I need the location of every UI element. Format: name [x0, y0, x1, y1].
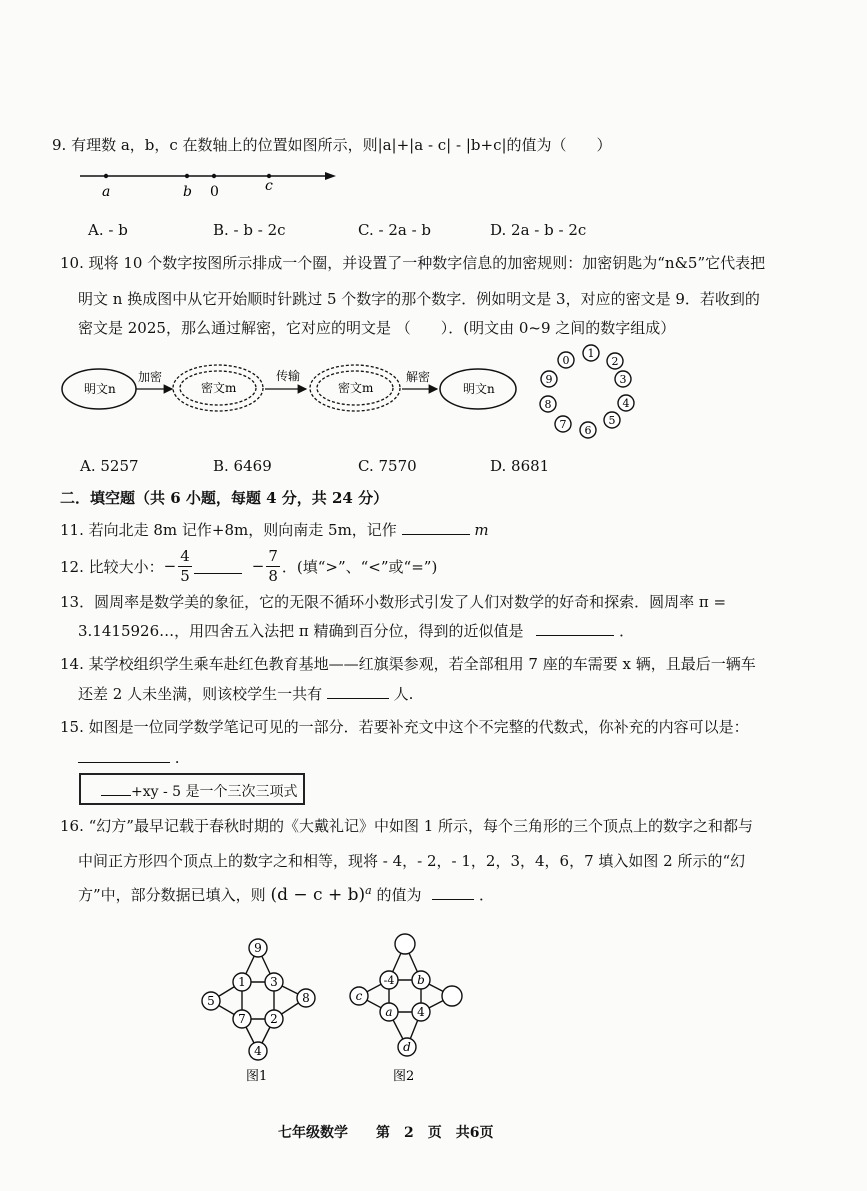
flow-transmit: 传输 [276, 369, 301, 383]
q15-note-box [79, 773, 305, 805]
fig1-node-br: 2 [270, 1012, 278, 1026]
digit-circle-diagram [533, 340, 648, 445]
fig2-node-tr: b [417, 973, 425, 987]
q16-answer-blank[interactable] [432, 885, 474, 900]
fig2-node-tl: -4 [383, 974, 395, 987]
fig1-node-tl: 1 [238, 975, 246, 989]
q10-line2: 明文 n 换成图中从它开始顺时针跳过 5 个数字的那个数字．例如明文是 3，对应的密文是 9．若收到的 [78, 290, 760, 308]
q11-unit: m [474, 521, 489, 539]
digit-5: 5 [608, 414, 616, 427]
q11-text: 11. 若向北走 8m 记作+8m，则向南走 5m，记作 [60, 521, 397, 539]
magic-figure-2 [345, 928, 475, 1088]
q10-line1: 10. 现将 10 个数字按图所示排成一个圈，并设置了一种数字信息的加密规则：加密钥匙为“n&5”它代表把 [60, 254, 766, 272]
q15-line1: 15. 如图是一位同学数学笔记可见的一部分．若要补充文中这个不完整的代数式，你补充的内容可以是： [60, 718, 749, 736]
q16-expression: (d − c + b) [270, 885, 366, 905]
q9-option-a: A. - b [88, 221, 128, 239]
fig1-node-bottom: 4 [254, 1044, 262, 1058]
number-line [78, 166, 340, 202]
fig2-node-left: c [355, 989, 363, 1003]
q10-option-a: A. 5257 [80, 457, 139, 475]
q9-option-b: B. - b - 2c [213, 221, 286, 239]
q14-line2: 还差 2 人未坐满，则该校学生一共有 人. [78, 685, 414, 703]
digit-4: 4 [622, 397, 630, 410]
q9-option-d: D. 2a - b - 2c [490, 221, 587, 239]
fig2-node-bottom: d [403, 1040, 411, 1054]
q15-box-blank [101, 783, 131, 796]
q16-line3: 方”中，部分数据已填入，则 $(d - c + b)^a$ 的值为 ． [78, 884, 495, 905]
axis-label-c: c [265, 178, 273, 194]
page-footer: 七年级数学 第 2 页 共6页 [278, 1125, 494, 1141]
fig1-caption: 图1 [246, 1069, 268, 1084]
q10-option-d: D. 8681 [490, 457, 550, 475]
q14-answer-blank[interactable] [327, 684, 389, 699]
q16-line1: 16. “幻方”最早记载于春秋时期的《大戴礼记》中如图 1 所示，每个三角形的三个顶点上的数字之和都与 [60, 817, 754, 835]
digit-3: 3 [619, 373, 627, 386]
digit-0: 0 [562, 354, 570, 367]
q11 [60, 519, 489, 540]
axis-label-b: b [183, 184, 192, 200]
fig1-node-right: 8 [302, 991, 310, 1005]
q15-answer-blank[interactable] [78, 748, 170, 763]
digit-1: 1 [587, 347, 595, 360]
fig1-node-top: 9 [254, 941, 262, 955]
digit-2: 2 [611, 355, 619, 368]
digit-8: 8 [544, 398, 552, 411]
q13-line2: 3.1415926…，用四舍五入法把 π 精确到百分位，得到的近似值是 ． [78, 622, 635, 640]
q15-box-text: +xy - 5 是一个三次三项式 [131, 784, 298, 800]
digit-6: 6 [584, 424, 592, 437]
q12-hint: ．(填“>”、“<”或“=”) [281, 557, 438, 576]
flow-plain1: 明文n [84, 382, 116, 396]
q16-exponent: a [365, 884, 372, 897]
q12-answer-blank[interactable] [194, 559, 242, 574]
q10-option-c: C. 7570 [358, 457, 417, 475]
q13-line1: 13．圆周率是数学美的象征，它的无限不循环小数形式引发了人们对数学的好奇和探索．圆周率 π = [60, 593, 727, 611]
flow-cipher1: 密文m [201, 381, 237, 395]
flow-cipher2: 密文m [338, 381, 374, 395]
q9-stem: 9. 有理数 a，b，c 在数轴上的位置如图所示，则|a|+|a - c| - |b+c|的值为（ ） [52, 136, 612, 154]
magic-figure-1 [196, 932, 326, 1087]
fig2-node-bl: a [385, 1005, 393, 1019]
digit-9: 9 [545, 373, 553, 386]
fig1-node-bl: 7 [238, 1012, 246, 1026]
fig1-node-tr: 3 [270, 975, 278, 989]
q12-frac1-sign: − [163, 557, 177, 575]
q10-option-b: B. 6469 [213, 457, 272, 475]
q16-line2: 中间正方形四个顶点上的数字之和相等，现将 - 4，- 2，- 1，2，3，4，6，7 填入如图 2 所示的“幻 [78, 852, 746, 870]
q9-option-c: C. - 2a - b [358, 221, 432, 239]
axis-label-a: a [102, 184, 111, 200]
flow-decrypt: 解密 [406, 370, 431, 384]
q12-frac2-sign: − [251, 557, 265, 575]
digit-7: 7 [559, 418, 567, 431]
q13-answer-blank[interactable] [536, 621, 614, 636]
q14-line1: 14. 某学校组织学生乘车赴红色教育基地——红旗渠参观，若全部租用 7 座的车需要 x 辆，且最后一辆车 [60, 655, 756, 673]
section-2-title: 二．填空题（共 6 小题，每题 4 分，共 24 分） [60, 489, 389, 507]
q12-frac1: $\frac{4}{5}$ [180, 546, 190, 585]
fig2-node-br: 4 [417, 1005, 425, 1019]
q15-line2: . [78, 748, 180, 767]
q12-frac2: $\frac{7}{8}$ [268, 546, 278, 585]
fig2-caption: 图2 [393, 1069, 415, 1084]
fig1-node-left: 5 [207, 994, 215, 1008]
q11-answer-blank[interactable] [402, 520, 470, 535]
q12 [60, 546, 437, 586]
encryption-flow-diagram [58, 360, 528, 430]
flow-encrypt: 加密 [138, 370, 163, 384]
q12-text: 12. 比较大小： [60, 557, 164, 576]
axis-label-0: 0 [210, 184, 219, 200]
q10-line3: 密文是 2025，那么通过解密，它对应的明文是 （ ）．(明文由 0~9 之间的数字组成） [78, 319, 676, 337]
flow-plain2: 明文n [463, 382, 495, 396]
